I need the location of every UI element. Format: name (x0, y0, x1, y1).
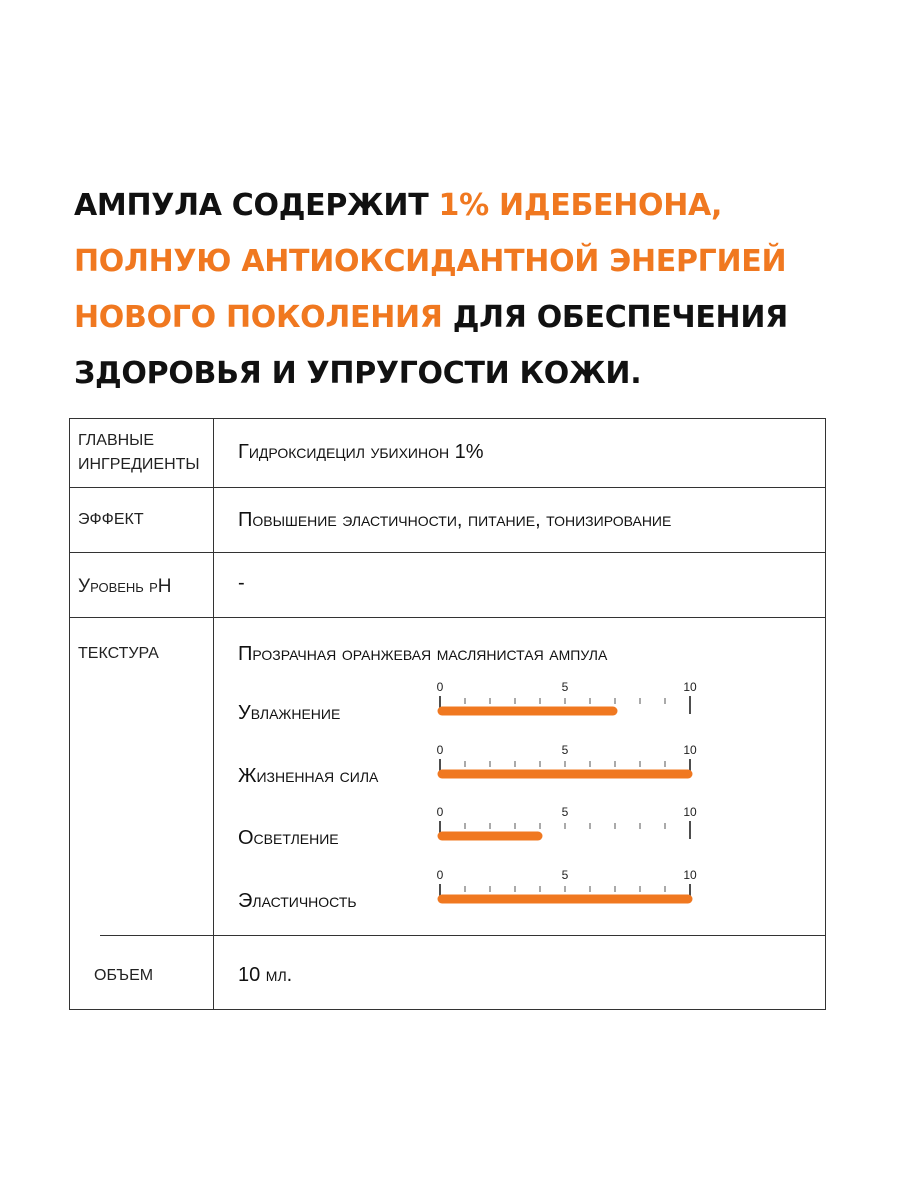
headline-part1: АМПУЛА СОДЕРЖИТ (74, 188, 439, 223)
scale-name: Осветление (238, 827, 339, 849)
scale-mid-label: 5 (561, 868, 569, 882)
scale-max-label: 10 (683, 868, 697, 882)
scale-min-label: 0 (436, 743, 444, 757)
scale-mid-label: 5 (561, 805, 569, 819)
scale-min-label: 0 (436, 868, 444, 882)
row-ingredients (70, 419, 825, 487)
scale-max-label: 10 (683, 743, 697, 757)
spec-table (69, 418, 826, 1010)
scale-moisture (70, 678, 825, 732)
scale-min-label: 0 (436, 805, 444, 819)
scale-name: Эластичность (238, 890, 357, 912)
ph-value: - (238, 572, 245, 594)
row-volume (70, 936, 825, 1010)
scale-mid-label: 5 (561, 743, 569, 757)
volume-label: ОБЪЕМ (94, 967, 154, 984)
scale-name: Жизненная сила (238, 765, 379, 787)
row-effect (70, 488, 825, 552)
volume-value: 10 мл. (238, 964, 293, 986)
texture-value: Прозрачная оранжевая маслянистая ампула (238, 643, 608, 665)
scale-brightening (70, 803, 825, 857)
scale-min-label: 0 (436, 680, 444, 694)
scale-name: Увлажнение (238, 702, 341, 724)
headline (74, 178, 794, 402)
scale-graphic (430, 866, 700, 920)
headline-highlight: 1% ИДЕБЕНОНА, ПОЛНУЮ АНТИОКСИДАНТНОЙ ЭНЕРГИЕЙ НОВОГО ПОКОЛЕНИЯ (74, 188, 787, 335)
effect-label: ЭФФЕКТ (78, 511, 144, 528)
scale-graphic (430, 803, 700, 857)
ingredients-label-line1: ГЛАВНЫЕ (78, 432, 154, 449)
scale-graphic (430, 741, 700, 795)
ingredients-label-line2: ИНГРЕДИЕНТЫ (78, 456, 200, 473)
row-texture (70, 618, 825, 936)
scale-max-label: 10 (683, 680, 697, 694)
scale-mid-label: 5 (561, 680, 569, 694)
scale-graphic (430, 678, 700, 732)
effect-value: Повышение эластичности, питание, тонизирование (238, 509, 672, 531)
scale-vitality (70, 741, 825, 795)
texture-label: ТЕКСТУРА (78, 645, 159, 662)
ingredients-label (78, 429, 214, 477)
headline-part3: ДЛЯ ОБЕСПЕЧЕНИЯ ЗДОРОВЬЯ И УПРУГОСТИ КОЖИ. (74, 300, 788, 391)
scale-max-label: 10 (683, 805, 697, 819)
ph-label: Уровень pH (78, 576, 172, 597)
row-ph (70, 553, 825, 617)
scale-elasticity (70, 866, 825, 920)
ingredients-value: Гидроксидецил убихинон 1% (238, 441, 484, 463)
